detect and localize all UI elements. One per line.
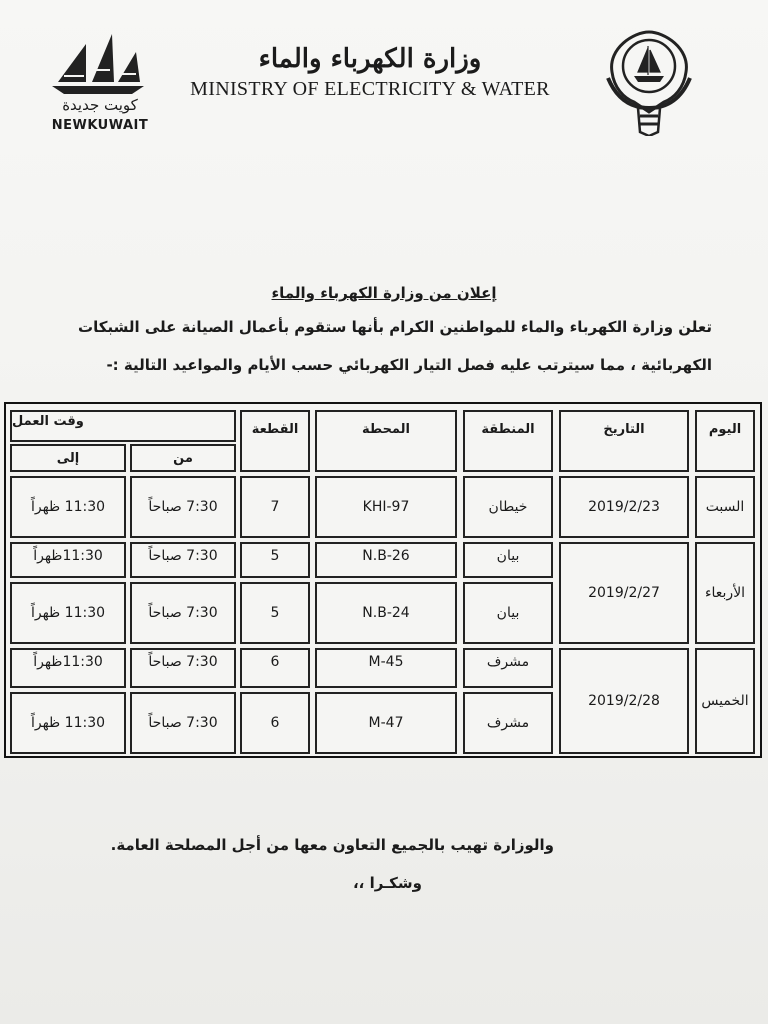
day-cell: الأربعاء xyxy=(695,542,755,644)
to-time-cell: 11:30 ظهراً xyxy=(10,692,126,754)
area-cell: بيان xyxy=(463,582,553,644)
header-work-time: وقت العمل xyxy=(10,410,236,442)
brand-english: NEWKUWAIT xyxy=(51,118,149,133)
section-cell: 6 xyxy=(240,648,310,688)
header-day: اليوم xyxy=(695,410,755,472)
date-cell: 2019/2/28 xyxy=(559,648,689,754)
header-station: المحطة xyxy=(315,410,457,472)
day-cell: الخميس xyxy=(695,648,755,754)
header-from: من xyxy=(130,444,236,472)
ministry-title xyxy=(190,44,550,101)
area-cell: خيطان xyxy=(463,476,553,538)
from-time-cell: 7:30 صباحاً xyxy=(130,476,236,538)
announcement-title: إعلان من وزارة الكهرباء والماء xyxy=(271,284,497,302)
new-kuwait-logo xyxy=(44,30,154,140)
outage-schedule-table xyxy=(4,402,762,758)
station-cell: N.B-24 xyxy=(315,582,457,644)
area-cell: بيان xyxy=(463,542,553,578)
to-time-cell: 11:30ظهراً xyxy=(10,648,126,688)
closing-statement: والوزارة تهيب بالجميع التعاون معها من أجل المصلحة العامة. xyxy=(110,836,554,854)
to-time-cell: 11:30ظهراً xyxy=(10,542,126,578)
from-time-cell: 7:30 صباحاً xyxy=(130,582,236,644)
thanks-line: وشكـرا ،، xyxy=(352,874,422,892)
section-cell: 5 xyxy=(240,582,310,644)
to-time-cell: 11:30 ظهراً xyxy=(10,582,126,644)
from-time-cell: 7:30 صباحاً xyxy=(130,648,236,688)
announcement-line-1: تعلن وزارة الكهرباء والماء للمواطنين الكرام بأنها ستقوم بأعمال الصيانة على الشبكات xyxy=(78,318,712,336)
header-section: القطعة xyxy=(240,410,310,472)
section-cell: 5 xyxy=(240,542,310,578)
from-time-cell: 7:30 صباحاً xyxy=(130,692,236,754)
ministry-title-english: MINISTRY OF ELECTRICITY & WATER xyxy=(190,78,550,100)
header-area: المنطقة xyxy=(463,410,553,472)
day-cell: السبت xyxy=(695,476,755,538)
station-cell: N.B-26 xyxy=(315,542,457,578)
ministry-title-arabic: وزارة الكهرباء والماء xyxy=(258,44,482,74)
station-cell: M-47 xyxy=(315,692,457,754)
area-cell: مشرف xyxy=(463,648,553,688)
dhow-sail-icon xyxy=(44,30,154,96)
section-cell: 6 xyxy=(240,692,310,754)
date-cell: 2019/2/27 xyxy=(559,542,689,644)
announcement-line-2: الكهربائية ، مما سيترتب عليه فصل التيار الكهربائي حسب الأيام والمواعيد التالية :- xyxy=(106,356,712,374)
station-cell: KHI-97 xyxy=(315,476,457,538)
brand-arabic: كويت جديدة xyxy=(62,96,138,114)
area-cell: مشرف xyxy=(463,692,553,754)
header-date: التاريخ xyxy=(559,410,689,472)
from-time-cell: 7:30 صباحاً xyxy=(130,542,236,578)
to-time-cell: 11:30 ظهراً xyxy=(10,476,126,538)
section-cell: 7 xyxy=(240,476,310,538)
kuwait-emblem-icon xyxy=(604,28,694,136)
date-cell: 2019/2/23 xyxy=(559,476,689,538)
station-cell: M-45 xyxy=(315,648,457,688)
header-to: إلى xyxy=(10,444,126,472)
